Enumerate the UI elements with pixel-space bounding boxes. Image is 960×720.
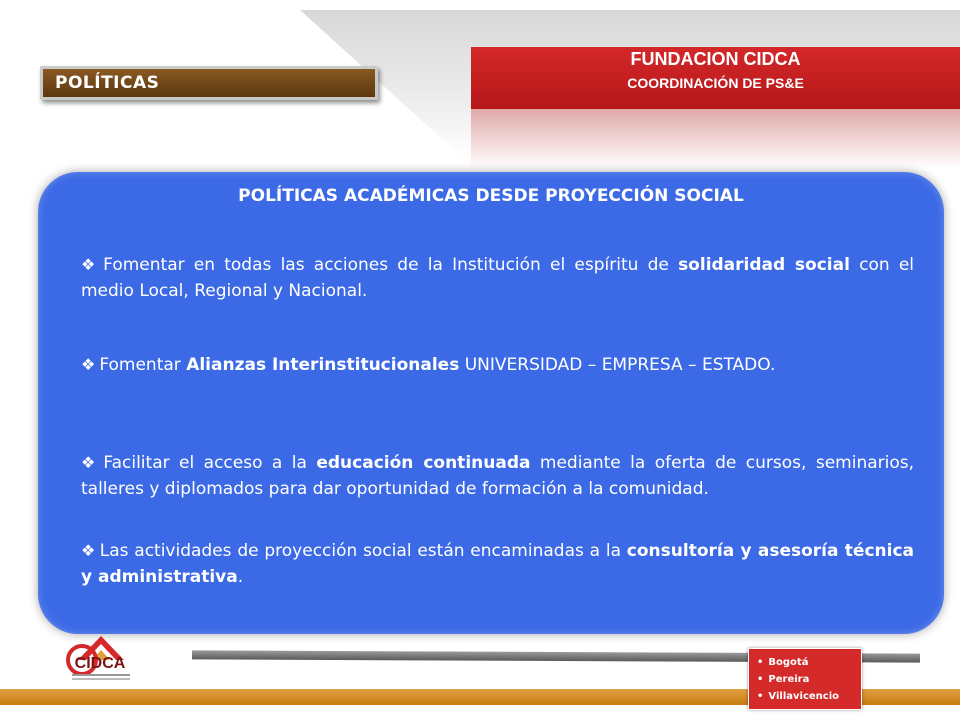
policy-highlight: educación continuada	[316, 453, 531, 473]
city-item: • Villavicencio	[757, 688, 861, 705]
policy-item	[81, 352, 914, 378]
policy-text: Las actividades de proyección social están encaminadas a la	[99, 541, 627, 561]
diamond-bullet-icon: ❖	[81, 355, 96, 374]
policy-highlight: Alianzas Interinstitucionales	[186, 355, 460, 375]
policy-highlight: solidaridad social	[678, 255, 850, 275]
org-header-shade	[471, 109, 960, 169]
city-item: • Bogotá	[757, 654, 861, 671]
policy-text: UNIVERSIDAD – EMPRESA – ESTADO.	[459, 355, 776, 375]
logo-text: CIDCA	[74, 655, 126, 672]
policy-item	[81, 252, 914, 304]
diamond-bullet-icon: ❖	[81, 541, 96, 560]
diamond-bullet-icon: ❖	[81, 255, 100, 274]
section-label	[40, 66, 378, 100]
policy-text: Fomentar	[99, 355, 187, 375]
policy-item	[81, 538, 914, 590]
cities-box	[748, 648, 862, 710]
city-item: • Pereira	[757, 671, 861, 688]
policy-highlight: consultoría y asesoría técnica y administrativa	[81, 541, 914, 587]
org-title: FUNDACION CIDCA	[630, 49, 801, 69]
org-header	[471, 47, 960, 109]
section-label-text: POLÍTICAS	[55, 73, 160, 93]
policy-text: Fomentar en todas las acciones de la Institución el espíritu de	[103, 255, 679, 275]
policy-text: con el medio Local, Regional y Nacional.	[81, 255, 915, 301]
policy-text: mediante la oferta de cursos, seminarios, talleres y diplomados para dar oportunidad de formación a la comunidad.	[81, 453, 915, 499]
policy-text: .	[237, 567, 244, 587]
policy-text: Facilitar el acceso a la	[103, 453, 317, 473]
panel-title: POLÍTICAS ACADÉMICAS DESDE PROYECCIÓN SOCIAL	[238, 186, 744, 206]
policies-panel	[38, 172, 944, 634]
diamond-bullet-icon: ❖	[81, 453, 100, 472]
policy-item	[81, 450, 914, 502]
cidca-logo	[64, 634, 138, 686]
org-subtitle: COORDINACIÓN DE PS&E	[627, 75, 804, 91]
